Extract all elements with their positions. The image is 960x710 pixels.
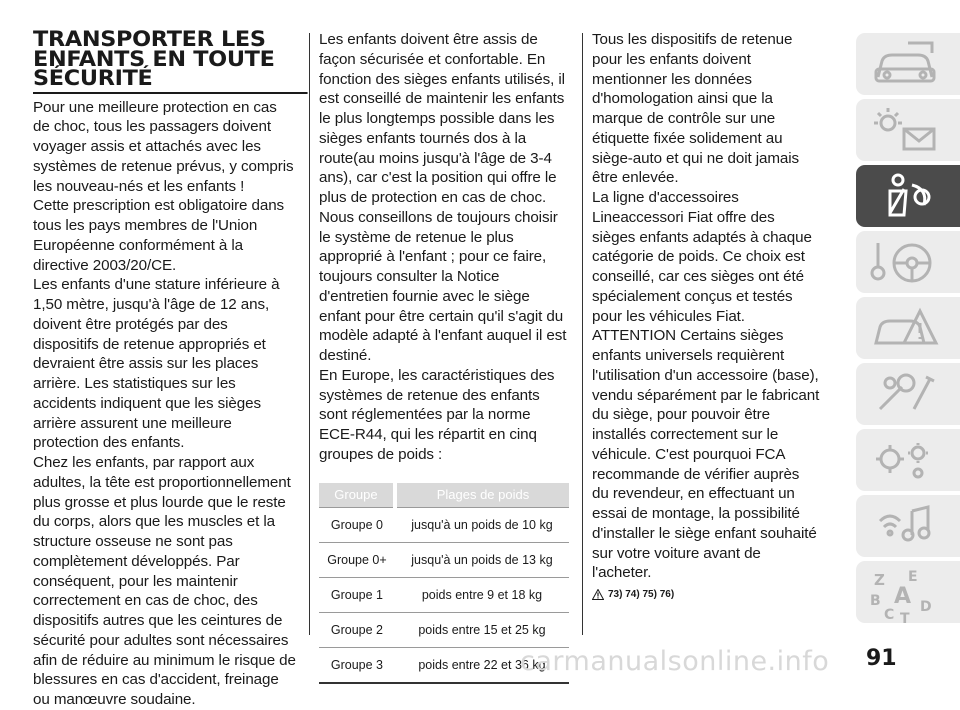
table-header-group: Groupe [319,483,395,508]
column-divider [309,33,310,635]
tab-warning-lights[interactable] [856,99,960,161]
column-1-text: Pour une meilleure protection en cas de choc, tous les passagers doivent voyager assis et attachés avec les systèmes de retenue prévus, y compris les nouveau-nés et les enfants ! Cette prescription est obligatoire dans tous les pays membres de l'Union Européenne conformément à la directive 2003/20/CE. Les enfants d'une stature inférieure à 1,50 mètre, jusqu'à l'âge de 12 ans, doivent être protégés par des dispositifs de retenue appropriés et devraient être assis sur les places arrière. Les statistiques sur les accidents indiquent que les sièges arrière assurent une meilleure protection des enfants. Chez les enfants, par rapport aux adultes, la tête est proportionnellement plus grosse et plus lourde que le reste du corps, alors que les muscles et la structure osseuse ne sont pas complètement développés. Par conséquent, pour les maintenir correctement en cas de choc, des dispositifs autres que les ceintures de sécurité pour adultes sont nécessaires afin de réduire au minimum le risque de blessures en cas d'accident, freinage ou manœuvre soudaine. [33,98,296,708]
warning-references [592,589,820,600]
index-letter: A [894,584,912,609]
table-cell-group: Groupe 0+ [319,542,395,577]
emergency-breakdown-icon [868,303,942,353]
section-title: TRANSPORTER LES ENFANTS EN TOUTE SÉCURITÉ [33,30,308,94]
tab-alphabetical-index[interactable] [856,561,960,623]
table-header-weight-range: Plages de poids [395,483,569,508]
table-cell-range: poids entre 15 et 25 kg [395,612,569,647]
technical-data-icon [868,435,942,485]
index-letter: D [920,599,932,615]
warning-reference-numbers: 73) 74) 75) 76) [608,589,675,600]
table-row [319,577,569,612]
table-cell-range: jusqu'à un poids de 13 kg [395,542,569,577]
tab-seatbelt-airbag[interactable] [856,165,960,227]
index-letter: T [900,611,910,623]
index-letter: Z [874,571,885,589]
column-2-text: Les enfants doivent être assis de façon sécurisée et confortable. En fonction des sièges enfants utilisés, il est conseillé de maintenir les enfants le plus longtemps possible dans les sièges enfants tournés dos à la route(au moins jusqu'à l'âge de 3-4 ans), car c'est la position qui offre le plus de protection en cas de choc. Nous conseillons de toujours choisir le système de retenue le plus approprié à l'enfant ; pour ce faire, toujours consulter la Notice d'entretien fournie avec le siège enfant pour être certain qu'il s'agit du modèle adapté à l'enfant auquel il est destiné. En Europe, les caractéristiques des systèmes de retenue des enfants sont réglementées par la norme ECE-R44, qui les répartit en cinq groupes de poids : [319,31,567,463]
table-row [319,507,569,542]
table-cell-group: Groupe 0 [319,507,395,542]
warning-triangle-icon [592,589,604,600]
index-letter: C [884,607,895,623]
table-cell-range: poids entre 22 et 36 kg [395,647,569,683]
tab-maintenance[interactable] [856,363,960,425]
column-3 [592,30,820,600]
watermark: carmanualsonline.info [520,646,830,677]
tab-multimedia[interactable] [856,495,960,557]
column-divider [582,33,583,635]
warning-lights-message-icon [868,105,942,155]
index-letter: E [908,569,918,585]
table-cell-group: Groupe 1 [319,577,395,612]
tab-key-steering[interactable] [856,231,960,293]
table-header-row [319,483,569,508]
seatbelt-airbag-icon [868,171,942,221]
table-cell-group: Groupe 3 [319,647,395,683]
tab-emergency[interactable] [856,297,960,359]
table-cell-group: Groupe 2 [319,612,395,647]
key-steering-wheel-icon [868,237,942,287]
tab-technical-data[interactable] [856,429,960,491]
column-2 [319,30,569,684]
table-row [319,542,569,577]
table-cell-range: poids entre 9 et 18 kg [395,577,569,612]
index-letter: B [870,593,881,609]
table-cell-range: jusqu'à un poids de 10 kg [395,507,569,542]
column-3-text: Tous les dispositifs de retenue pour les enfants doivent mentionner les données d'homologation ainsi que la marque de contrôle sur une étiquette fixée solidement au siège-auto et qui ne doit jamais être enlevée. La ligne d'accessoires Lineaccessori Fiat offre des sièges enfants adaptés à chaque catégorie de poids. Ce choix est conseillé, car ces sièges ont été spécialement conçus et testés pour les véhicules Fiat. ATTENTION Certains sièges enfants universels requièrent l'utilisation d'un accessoire (base), vendu séparément par le fabricant du siège, pour pouvoir être installés correctement sur le véhicule. C'est pourquoi FCA recommande de vérifier auprès du revendeur, en effectuant un essai de montage, la possibilité d'installer le siège enfant souhaité sur votre voiture avant de l'acheter. [592,31,820,582]
multimedia-icon [868,501,942,551]
page-number: 91 [866,646,897,671]
tab-car-dashboard[interactable] [856,33,960,95]
chapter-tab-sidebar [856,33,960,636]
column-1 [33,27,297,710]
alphabetical-index-icon [868,567,942,623]
table-row [319,612,569,647]
car-dashboard-icon [868,39,942,89]
maintenance-tools-icon [868,369,942,419]
